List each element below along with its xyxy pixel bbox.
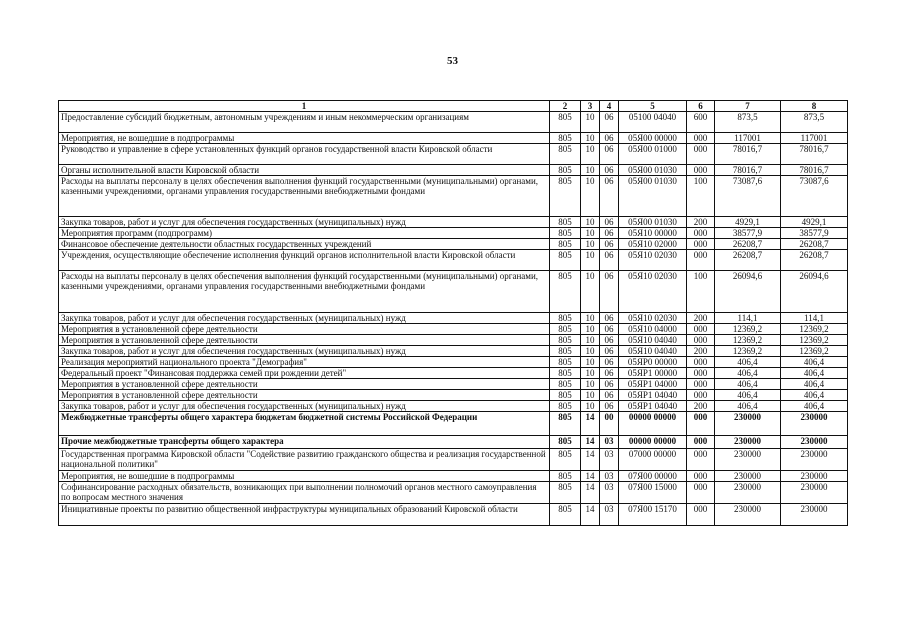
expense-type-cell: 000 — [687, 504, 715, 526]
amount-cell: 230000 — [715, 482, 781, 504]
expense-type-cell: 000 — [687, 357, 715, 368]
amount-cell: 230000 — [781, 504, 848, 526]
expense-type-cell: 000 — [687, 228, 715, 239]
section-code-cell: 10 — [581, 346, 600, 357]
amount-cell: 26208,7 — [781, 250, 848, 271]
section-code-cell: 14 — [581, 482, 600, 504]
subsection-code-cell: 03 — [600, 436, 619, 449]
target-code-cell: 05Я10 02030 — [619, 250, 687, 271]
target-code-cell: 07Я00 15000 — [619, 482, 687, 504]
ministry-code-cell: 805 — [550, 368, 581, 379]
section-code-cell: 10 — [581, 165, 600, 176]
amount-cell: 12369,2 — [781, 324, 848, 335]
amount-cell: 78016,7 — [781, 165, 848, 176]
row-name-cell: Инициативные проекты по развитию общественной инфраструктуры муниципальных образований Кировской области — [59, 504, 550, 526]
expense-type-cell: 200 — [687, 217, 715, 228]
expense-type-cell: 000 — [687, 412, 715, 436]
ministry-code-cell: 805 — [550, 412, 581, 436]
target-code-cell: 05100 04040 — [619, 112, 687, 133]
subsection-code-cell: 06 — [600, 335, 619, 346]
column-header: 6 — [687, 101, 715, 112]
subsection-code-cell: 06 — [600, 239, 619, 250]
row-name-cell: Реализация мероприятий национального проекта "Демография" — [59, 357, 550, 368]
amount-cell: 406,4 — [715, 379, 781, 390]
target-code-cell: 05Я10 04040 — [619, 335, 687, 346]
ministry-code-cell: 805 — [550, 112, 581, 133]
amount-cell: 12369,2 — [715, 324, 781, 335]
section-code-cell: 10 — [581, 271, 600, 313]
expense-type-cell: 100 — [687, 176, 715, 217]
row-name-cell: Закупка товаров, работ и услуг для обеспечения государственных (муниципальных) нужд — [59, 346, 550, 357]
ministry-code-cell: 805 — [550, 390, 581, 401]
amount-cell: 38577,9 — [715, 228, 781, 239]
section-code-cell: 14 — [581, 436, 600, 449]
row-name-cell: Мероприятия в установленной сфере деятельности — [59, 324, 550, 335]
amount-cell: 230000 — [715, 449, 781, 471]
amount-cell: 12369,2 — [715, 346, 781, 357]
row-name-cell: Расходы на выплаты персоналу в целях обеспечения выполнения функций государственными (муниципальными) органами, казенными учреждениями, органами управления государственными внебюджетными фондами — [59, 176, 550, 217]
section-code-cell: 10 — [581, 357, 600, 368]
target-code-cell: 07Я00 00000 — [619, 471, 687, 482]
ministry-code-cell: 805 — [550, 346, 581, 357]
amount-cell: 78016,7 — [715, 144, 781, 165]
table-row — [59, 412, 848, 436]
amount-cell: 406,4 — [781, 401, 848, 412]
expense-type-cell: 000 — [687, 165, 715, 176]
target-code-cell: 07000 00000 — [619, 449, 687, 471]
expense-type-cell: 200 — [687, 313, 715, 324]
table-row — [59, 504, 848, 526]
expense-type-cell: 000 — [687, 239, 715, 250]
expense-type-cell: 000 — [687, 390, 715, 401]
table-row — [59, 390, 848, 401]
budget-table — [58, 100, 848, 526]
ministry-code-cell: 805 — [550, 239, 581, 250]
row-name-cell: Финансовое обеспечение деятельности областных государственных учреждений — [59, 239, 550, 250]
row-name-cell: Мероприятия, не вошедшие в подпрограммы — [59, 471, 550, 482]
section-code-cell: 10 — [581, 368, 600, 379]
target-code-cell: 05Я10 02030 — [619, 313, 687, 324]
amount-cell: 230000 — [781, 412, 848, 436]
table-row — [59, 335, 848, 346]
row-name-cell: Предоставление субсидий бюджетным, автономным учреждениям и иным некоммерческим организациям — [59, 112, 550, 133]
amount-cell: 230000 — [715, 436, 781, 449]
column-header: 4 — [600, 101, 619, 112]
ministry-code-cell: 805 — [550, 165, 581, 176]
section-code-cell: 10 — [581, 228, 600, 239]
amount-cell: 73087,6 — [715, 176, 781, 217]
amount-cell: 12369,2 — [781, 346, 848, 357]
row-name-cell: Прочие межбюджетные трансферты общего характера — [59, 436, 550, 449]
ministry-code-cell: 805 — [550, 449, 581, 471]
amount-cell: 4929,1 — [715, 217, 781, 228]
expense-type-cell: 000 — [687, 471, 715, 482]
amount-cell: 230000 — [715, 412, 781, 436]
section-code-cell: 10 — [581, 335, 600, 346]
table-row — [59, 449, 848, 471]
ministry-code-cell: 805 — [550, 228, 581, 239]
expense-type-cell: 200 — [687, 401, 715, 412]
ministry-code-cell: 805 — [550, 324, 581, 335]
amount-cell: 12369,2 — [781, 335, 848, 346]
expense-type-cell: 000 — [687, 144, 715, 165]
amount-cell: 230000 — [781, 471, 848, 482]
ministry-code-cell: 805 — [550, 482, 581, 504]
table-row — [59, 112, 848, 133]
column-header: 1 — [59, 101, 550, 112]
amount-cell: 117001 — [781, 133, 848, 144]
expense-type-cell: 000 — [687, 482, 715, 504]
target-code-cell: 05Я00 00000 — [619, 133, 687, 144]
expense-type-cell: 000 — [687, 250, 715, 271]
row-name-cell: Мероприятия, не вошедшие в подпрограммы — [59, 133, 550, 144]
target-code-cell: 05Я00 01000 — [619, 144, 687, 165]
subsection-code-cell: 06 — [600, 401, 619, 412]
ministry-code-cell: 805 — [550, 504, 581, 526]
subsection-code-cell: 06 — [600, 133, 619, 144]
subsection-code-cell: 03 — [600, 482, 619, 504]
amount-cell: 117001 — [715, 133, 781, 144]
table-row — [59, 271, 848, 313]
amount-cell: 406,4 — [715, 390, 781, 401]
table-row — [59, 471, 848, 482]
ministry-code-cell: 805 — [550, 357, 581, 368]
subsection-code-cell: 06 — [600, 250, 619, 271]
table-row — [59, 357, 848, 368]
subsection-code-cell: 06 — [600, 112, 619, 133]
row-name-cell: Органы исполнительной власти Кировской области — [59, 165, 550, 176]
amount-cell: 406,4 — [715, 368, 781, 379]
expense-type-cell: 600 — [687, 112, 715, 133]
subsection-code-cell: 06 — [600, 176, 619, 217]
target-code-cell: 00000 00000 — [619, 436, 687, 449]
section-code-cell: 10 — [581, 324, 600, 335]
section-code-cell: 10 — [581, 217, 600, 228]
row-name-cell: Мероприятия программ (подпрограмм) — [59, 228, 550, 239]
table-row — [59, 346, 848, 357]
subsection-code-cell: 06 — [600, 144, 619, 165]
target-code-cell: 00000 00000 — [619, 412, 687, 436]
section-code-cell: 10 — [581, 250, 600, 271]
subsection-code-cell: 06 — [600, 357, 619, 368]
column-header: 8 — [781, 101, 848, 112]
ministry-code-cell: 805 — [550, 401, 581, 412]
expense-type-cell: 100 — [687, 271, 715, 313]
row-name-cell: Закупка товаров, работ и услуг для обеспечения государственных (муниципальных) нужд — [59, 217, 550, 228]
subsection-code-cell: 06 — [600, 228, 619, 239]
amount-cell: 230000 — [781, 436, 848, 449]
amount-cell: 26094,6 — [781, 271, 848, 313]
target-code-cell: 05Я00 01030 — [619, 217, 687, 228]
table-row — [59, 379, 848, 390]
target-code-cell: 05Я10 04000 — [619, 324, 687, 335]
amount-cell: 26208,7 — [715, 239, 781, 250]
amount-cell: 873,5 — [715, 112, 781, 133]
subsection-code-cell: 06 — [600, 368, 619, 379]
amount-cell: 26208,7 — [781, 239, 848, 250]
section-code-cell: 10 — [581, 401, 600, 412]
table-row — [59, 313, 848, 324]
table-row — [59, 239, 848, 250]
ministry-code-cell: 805 — [550, 471, 581, 482]
amount-cell: 406,4 — [781, 390, 848, 401]
table-row — [59, 401, 848, 412]
amount-cell: 406,4 — [715, 401, 781, 412]
header-row — [59, 101, 848, 112]
section-code-cell: 10 — [581, 133, 600, 144]
ministry-code-cell: 805 — [550, 133, 581, 144]
expense-type-cell: 000 — [687, 324, 715, 335]
amount-cell: 406,4 — [715, 357, 781, 368]
subsection-code-cell: 06 — [600, 165, 619, 176]
target-code-cell: 05ЯР1 04040 — [619, 401, 687, 412]
target-code-cell: 05ЯР0 00000 — [619, 357, 687, 368]
table-row — [59, 144, 848, 165]
amount-cell: 873,5 — [781, 112, 848, 133]
row-name-cell: Федеральный проект "Финансовая поддержка семей при рождении детей" — [59, 368, 550, 379]
section-code-cell: 14 — [581, 412, 600, 436]
column-header: 3 — [581, 101, 600, 112]
amount-cell: 114,1 — [781, 313, 848, 324]
section-code-cell: 14 — [581, 449, 600, 471]
table-row — [59, 165, 848, 176]
section-code-cell: 10 — [581, 390, 600, 401]
amount-cell: 78016,7 — [715, 165, 781, 176]
amount-cell: 26208,7 — [715, 250, 781, 271]
amount-cell: 78016,7 — [781, 144, 848, 165]
ministry-code-cell: 805 — [550, 436, 581, 449]
subsection-code-cell: 03 — [600, 504, 619, 526]
subsection-code-cell: 06 — [600, 390, 619, 401]
row-name-cell: Государственная программа Кировской области "Содействие развитию гражданского общества и реализация государственной национальной политики" — [59, 449, 550, 471]
amount-cell: 230000 — [715, 471, 781, 482]
row-name-cell: Закупка товаров, работ и услуг для обеспечения государственных (муниципальных) нужд — [59, 313, 550, 324]
row-name-cell: Руководство и управление в сфере установленных функций органов государственной власти Кировской области — [59, 144, 550, 165]
table-row — [59, 250, 848, 271]
subsection-code-cell: 06 — [600, 346, 619, 357]
subsection-code-cell: 03 — [600, 449, 619, 471]
table-row — [59, 482, 848, 504]
target-code-cell: 05Я10 00000 — [619, 228, 687, 239]
target-code-cell: 05Я10 04040 — [619, 346, 687, 357]
section-code-cell: 10 — [581, 112, 600, 133]
table-row — [59, 228, 848, 239]
target-code-cell: 05ЯР1 00000 — [619, 368, 687, 379]
amount-cell: 406,4 — [781, 379, 848, 390]
amount-cell: 230000 — [715, 504, 781, 526]
subsection-code-cell: 06 — [600, 324, 619, 335]
column-header: 7 — [715, 101, 781, 112]
target-code-cell: 07Я00 15170 — [619, 504, 687, 526]
row-name-cell: Софинансирование расходных обязательств, возникающих при выполнении полномочий органов местного самоуправления по вопросам местного значения — [59, 482, 550, 504]
expense-type-cell: 000 — [687, 133, 715, 144]
expense-type-cell: 000 — [687, 379, 715, 390]
target-code-cell: 05ЯР1 04000 — [619, 379, 687, 390]
row-name-cell: Мероприятия в установленной сфере деятельности — [59, 379, 550, 390]
section-code-cell: 10 — [581, 239, 600, 250]
section-code-cell: 14 — [581, 504, 600, 526]
table-row — [59, 217, 848, 228]
table-row — [59, 133, 848, 144]
subsection-code-cell: 06 — [600, 313, 619, 324]
amount-cell: 38577,9 — [781, 228, 848, 239]
target-code-cell: 05Я00 01030 — [619, 165, 687, 176]
expense-type-cell: 000 — [687, 368, 715, 379]
table-row — [59, 436, 848, 449]
expense-type-cell: 000 — [687, 449, 715, 471]
subsection-code-cell: 03 — [600, 471, 619, 482]
amount-cell: 4929,1 — [781, 217, 848, 228]
row-name-cell: Закупка товаров, работ и услуг для обеспечения государственных (муниципальных) нужд — [59, 401, 550, 412]
ministry-code-cell: 805 — [550, 176, 581, 217]
amount-cell: 230000 — [781, 449, 848, 471]
expense-type-cell: 200 — [687, 346, 715, 357]
ministry-code-cell: 805 — [550, 250, 581, 271]
row-name-cell: Расходы на выплаты персоналу в целях обеспечения выполнения функций государственными (муниципальными) органами, казенными учреждениями, органами управления государственными внебюджетными фондами — [59, 271, 550, 313]
ministry-code-cell: 805 — [550, 379, 581, 390]
target-code-cell: 05Я00 01030 — [619, 176, 687, 217]
section-code-cell: 14 — [581, 471, 600, 482]
table-row — [59, 176, 848, 217]
amount-cell: 406,4 — [781, 368, 848, 379]
ministry-code-cell: 805 — [550, 271, 581, 313]
ministry-code-cell: 805 — [550, 335, 581, 346]
section-code-cell: 10 — [581, 144, 600, 165]
ministry-code-cell: 805 — [550, 217, 581, 228]
table-row — [59, 324, 848, 335]
section-code-cell: 10 — [581, 313, 600, 324]
row-name-cell: Межбюджетные трансферты общего характера бюджетам бюджетной системы Российской Федерации — [59, 412, 550, 436]
ministry-code-cell: 805 — [550, 313, 581, 324]
table-row — [59, 368, 848, 379]
row-name-cell: Мероприятия в установленной сфере деятельности — [59, 390, 550, 401]
subsection-code-cell: 00 — [600, 412, 619, 436]
amount-cell: 12369,2 — [715, 335, 781, 346]
row-name-cell: Мероприятия в установленной сфере деятельности — [59, 335, 550, 346]
expense-type-cell: 000 — [687, 436, 715, 449]
row-name-cell: Учреждения, осуществляющие обеспечение исполнения функций органов исполнительной власти Кировской области — [59, 250, 550, 271]
amount-cell: 114,1 — [715, 313, 781, 324]
target-code-cell: 05Я10 02030 — [619, 271, 687, 313]
amount-cell: 73087,6 — [781, 176, 848, 217]
subsection-code-cell: 06 — [600, 217, 619, 228]
ministry-code-cell: 805 — [550, 144, 581, 165]
amount-cell: 406,4 — [781, 357, 848, 368]
target-code-cell: 05ЯР1 04040 — [619, 390, 687, 401]
subsection-code-cell: 06 — [600, 271, 619, 313]
page-number: 53 — [447, 55, 458, 67]
amount-cell: 26094,6 — [715, 271, 781, 313]
subsection-code-cell: 06 — [600, 379, 619, 390]
section-code-cell: 10 — [581, 379, 600, 390]
section-code-cell: 10 — [581, 176, 600, 217]
expense-type-cell: 000 — [687, 335, 715, 346]
column-header: 5 — [619, 101, 687, 112]
amount-cell: 230000 — [781, 482, 848, 504]
column-header: 2 — [550, 101, 581, 112]
target-code-cell: 05Я10 02000 — [619, 239, 687, 250]
